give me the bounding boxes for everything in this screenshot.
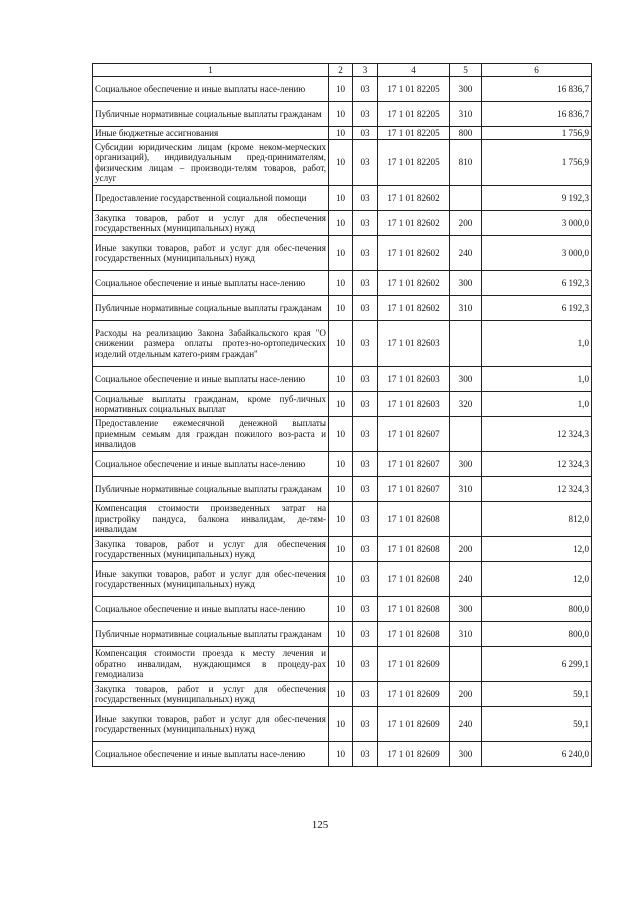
row-section-cell: 10 bbox=[329, 452, 353, 477]
row-amount-cell: 1,0 bbox=[482, 392, 592, 417]
row-amount-cell: 16 836,7 bbox=[482, 77, 592, 102]
row-expense-type-cell: 320 bbox=[450, 392, 482, 417]
row-name-cell: Социальное обеспечение и иные выплаты насе-лению bbox=[93, 77, 329, 102]
row-expense-type-cell: 240 bbox=[450, 707, 482, 742]
row-name-cell: Социальное обеспечение и иные выплаты насе-лению bbox=[93, 742, 329, 767]
row-amount-cell: 800,0 bbox=[482, 622, 592, 647]
column-header-section: 2 bbox=[329, 64, 353, 77]
row-section-cell: 10 bbox=[329, 211, 353, 236]
row-section-cell: 10 bbox=[329, 417, 353, 452]
row-name-cell: Иные закупки товаров, работ и услуг для обес-печения государственных (муниципальных) нужд bbox=[93, 562, 329, 597]
table-row bbox=[93, 102, 592, 127]
row-target-code-cell: 17 1 01 82607 bbox=[378, 452, 450, 477]
table-row bbox=[93, 236, 592, 271]
row-subsection-cell: 03 bbox=[353, 102, 378, 127]
row-section-cell: 10 bbox=[329, 682, 353, 707]
table-row bbox=[93, 682, 592, 707]
row-section-cell: 10 bbox=[329, 367, 353, 392]
row-name-cell: Расходы на реализацию Закона Забайкальского края "О снижении размера оплаты протез-но-ортопедических изделий отдельным катего-риям граждан" bbox=[93, 321, 329, 367]
table-row bbox=[93, 562, 592, 597]
row-amount-cell: 12,0 bbox=[482, 537, 592, 562]
row-expense-type-cell: 800 bbox=[450, 127, 482, 140]
table-header-row bbox=[93, 64, 592, 77]
row-subsection-cell: 03 bbox=[353, 502, 378, 537]
row-subsection-cell: 03 bbox=[353, 537, 378, 562]
row-expense-type-cell bbox=[450, 647, 482, 682]
row-target-code-cell: 17 1 01 82205 bbox=[378, 77, 450, 102]
row-subsection-cell: 03 bbox=[353, 452, 378, 477]
table-row bbox=[93, 367, 592, 392]
row-name-cell: Субсидии юридическим лицам (кроме неком-мерческих организаций), индивидуальным пред-принимателям, физическим лицам – производи-телям товаров, работ, услуг bbox=[93, 140, 329, 186]
table-row bbox=[93, 622, 592, 647]
row-name-cell: Предоставление ежемесячной денежной выплаты приемным семьям для граждан пожилого воз-раста и инвалидов bbox=[93, 417, 329, 452]
row-subsection-cell: 03 bbox=[353, 321, 378, 367]
budget-table bbox=[92, 63, 592, 767]
row-section-cell: 10 bbox=[329, 562, 353, 597]
row-subsection-cell: 03 bbox=[353, 140, 378, 186]
row-subsection-cell: 03 bbox=[353, 647, 378, 682]
row-section-cell: 10 bbox=[329, 742, 353, 767]
table-row bbox=[93, 647, 592, 682]
row-target-code-cell: 17 1 01 82608 bbox=[378, 597, 450, 622]
row-name-cell: Социальные выплаты гражданам, кроме пуб-личных нормативных социальных выплат bbox=[93, 392, 329, 417]
row-expense-type-cell bbox=[450, 502, 482, 537]
table-row bbox=[93, 140, 592, 186]
row-amount-cell: 1,0 bbox=[482, 321, 592, 367]
table-row bbox=[93, 707, 592, 742]
row-expense-type-cell: 200 bbox=[450, 682, 482, 707]
row-expense-type-cell: 810 bbox=[450, 140, 482, 186]
row-amount-cell: 12 324,3 bbox=[482, 477, 592, 502]
table-row bbox=[93, 77, 592, 102]
row-amount-cell: 3 000,0 bbox=[482, 236, 592, 271]
row-subsection-cell: 03 bbox=[353, 77, 378, 102]
row-section-cell: 10 bbox=[329, 502, 353, 537]
row-name-cell: Публичные нормативные социальные выплаты гражданам bbox=[93, 296, 329, 321]
row-target-code-cell: 17 1 01 82603 bbox=[378, 367, 450, 392]
row-target-code-cell: 17 1 01 82609 bbox=[378, 707, 450, 742]
table-row bbox=[93, 271, 592, 296]
row-amount-cell: 3 000,0 bbox=[482, 211, 592, 236]
table-row bbox=[93, 211, 592, 236]
row-name-cell: Закупка товаров, работ и услуг для обеспечения государственных (муниципальных) нужд bbox=[93, 537, 329, 562]
row-subsection-cell: 03 bbox=[353, 367, 378, 392]
row-expense-type-cell: 300 bbox=[450, 271, 482, 296]
table-row bbox=[93, 742, 592, 767]
row-amount-cell: 6 192,3 bbox=[482, 271, 592, 296]
row-target-code-cell: 17 1 01 82608 bbox=[378, 622, 450, 647]
row-section-cell: 10 bbox=[329, 537, 353, 562]
row-expense-type-cell bbox=[450, 186, 482, 211]
row-expense-type-cell: 240 bbox=[450, 236, 482, 271]
row-target-code-cell: 17 1 01 82602 bbox=[378, 296, 450, 321]
column-header-target-code: 4 bbox=[378, 64, 450, 77]
row-expense-type-cell: 310 bbox=[450, 296, 482, 321]
row-amount-cell: 59,1 bbox=[482, 707, 592, 742]
row-expense-type-cell bbox=[450, 417, 482, 452]
column-header-expense-type: 5 bbox=[450, 64, 482, 77]
row-expense-type-cell: 300 bbox=[450, 367, 482, 392]
table-row bbox=[93, 477, 592, 502]
row-section-cell: 10 bbox=[329, 127, 353, 140]
row-expense-type-cell: 240 bbox=[450, 562, 482, 597]
row-section-cell: 10 bbox=[329, 236, 353, 271]
row-subsection-cell: 03 bbox=[353, 682, 378, 707]
page-number: 125 bbox=[311, 819, 329, 831]
column-header-amount: 6 bbox=[482, 64, 592, 77]
row-subsection-cell: 03 bbox=[353, 186, 378, 211]
row-target-code-cell: 17 1 01 82609 bbox=[378, 682, 450, 707]
row-target-code-cell: 17 1 01 82602 bbox=[378, 186, 450, 211]
row-amount-cell: 1 756,9 bbox=[482, 127, 592, 140]
row-subsection-cell: 03 bbox=[353, 211, 378, 236]
table-row bbox=[93, 502, 592, 537]
row-name-cell: Компенсация стоимости произведенных затрат на пристройку пандуса, балкона инвалидам, де-тям-инвалидам bbox=[93, 502, 329, 537]
row-target-code-cell: 17 1 01 82608 bbox=[378, 537, 450, 562]
row-target-code-cell: 17 1 01 82205 bbox=[378, 140, 450, 186]
row-subsection-cell: 03 bbox=[353, 707, 378, 742]
row-expense-type-cell: 300 bbox=[450, 77, 482, 102]
row-name-cell: Социальное обеспечение и иные выплаты насе-лению bbox=[93, 452, 329, 477]
row-subsection-cell: 03 bbox=[353, 236, 378, 271]
row-name-cell: Компенсация стоимости проезда к месту лечения и обратно инвалидам, нуждающимся в процеду-рах гемодиализа bbox=[93, 647, 329, 682]
row-name-cell: Предоставление государственной социальной помощи bbox=[93, 186, 329, 211]
row-amount-cell: 12 324,3 bbox=[482, 452, 592, 477]
row-subsection-cell: 03 bbox=[353, 597, 378, 622]
row-subsection-cell: 03 bbox=[353, 477, 378, 502]
row-section-cell: 10 bbox=[329, 271, 353, 296]
table-row bbox=[93, 597, 592, 622]
row-target-code-cell: 17 1 01 82608 bbox=[378, 562, 450, 597]
table-row bbox=[93, 452, 592, 477]
row-expense-type-cell: 200 bbox=[450, 211, 482, 236]
row-expense-type-cell: 300 bbox=[450, 452, 482, 477]
table-row bbox=[93, 296, 592, 321]
row-target-code-cell: 17 1 01 82609 bbox=[378, 647, 450, 682]
row-target-code-cell: 17 1 01 82205 bbox=[378, 127, 450, 140]
row-section-cell: 10 bbox=[329, 77, 353, 102]
row-name-cell: Закупка товаров, работ и услуг для обеспечения государственных (муниципальных) нужд bbox=[93, 211, 329, 236]
row-target-code-cell: 17 1 01 82603 bbox=[378, 321, 450, 367]
row-amount-cell: 59,1 bbox=[482, 682, 592, 707]
row-section-cell: 10 bbox=[329, 186, 353, 211]
row-amount-cell: 9 192,3 bbox=[482, 186, 592, 211]
row-amount-cell: 6 299,1 bbox=[482, 647, 592, 682]
row-subsection-cell: 03 bbox=[353, 271, 378, 296]
row-subsection-cell: 03 bbox=[353, 562, 378, 597]
row-name-cell: Социальное обеспечение и иные выплаты насе-лению bbox=[93, 367, 329, 392]
row-target-code-cell: 17 1 01 82602 bbox=[378, 211, 450, 236]
table-row bbox=[93, 321, 592, 367]
row-amount-cell: 812,0 bbox=[482, 502, 592, 537]
row-amount-cell: 12,0 bbox=[482, 562, 592, 597]
row-name-cell: Социальное обеспечение и иные выплаты насе-лению bbox=[93, 271, 329, 296]
table-body bbox=[93, 77, 592, 767]
row-section-cell: 10 bbox=[329, 296, 353, 321]
row-expense-type-cell: 300 bbox=[450, 597, 482, 622]
row-amount-cell: 6 240,0 bbox=[482, 742, 592, 767]
row-target-code-cell: 17 1 01 82607 bbox=[378, 417, 450, 452]
row-amount-cell: 800,0 bbox=[482, 597, 592, 622]
column-header-subsection: 3 bbox=[353, 64, 378, 77]
row-target-code-cell: 17 1 01 82602 bbox=[378, 271, 450, 296]
row-target-code-cell: 17 1 01 82608 bbox=[378, 502, 450, 537]
row-name-cell: Публичные нормативные социальные выплаты гражданам bbox=[93, 477, 329, 502]
row-subsection-cell: 03 bbox=[353, 742, 378, 767]
row-subsection-cell: 03 bbox=[353, 296, 378, 321]
row-amount-cell: 1 756,9 bbox=[482, 140, 592, 186]
row-amount-cell: 1,0 bbox=[482, 367, 592, 392]
row-subsection-cell: 03 bbox=[353, 622, 378, 647]
row-subsection-cell: 03 bbox=[353, 417, 378, 452]
column-header-name: 1 bbox=[93, 64, 329, 77]
row-section-cell: 10 bbox=[329, 597, 353, 622]
row-expense-type-cell: 310 bbox=[450, 477, 482, 502]
row-target-code-cell: 17 1 01 82602 bbox=[378, 236, 450, 271]
table-row bbox=[93, 186, 592, 211]
row-section-cell: 10 bbox=[329, 622, 353, 647]
table-row bbox=[93, 417, 592, 452]
row-target-code-cell: 17 1 01 82603 bbox=[378, 392, 450, 417]
row-target-code-cell: 17 1 01 82607 bbox=[378, 477, 450, 502]
row-section-cell: 10 bbox=[329, 140, 353, 186]
row-amount-cell: 16 836,7 bbox=[482, 102, 592, 127]
row-section-cell: 10 bbox=[329, 321, 353, 367]
row-name-cell: Иные бюджетные ассигнования bbox=[93, 127, 329, 140]
row-amount-cell: 12 324,3 bbox=[482, 417, 592, 452]
row-subsection-cell: 03 bbox=[353, 127, 378, 140]
row-expense-type-cell: 310 bbox=[450, 102, 482, 127]
row-section-cell: 10 bbox=[329, 102, 353, 127]
table-row bbox=[93, 127, 592, 140]
row-subsection-cell: 03 bbox=[353, 392, 378, 417]
row-name-cell: Публичные нормативные социальные выплаты гражданам bbox=[93, 622, 329, 647]
row-section-cell: 10 bbox=[329, 392, 353, 417]
row-expense-type-cell bbox=[450, 321, 482, 367]
row-name-cell: Иные закупки товаров, работ и услуг для обес-печения государственных (муниципальных) нужд bbox=[93, 236, 329, 271]
row-name-cell: Публичные нормативные социальные выплаты гражданам bbox=[93, 102, 329, 127]
row-target-code-cell: 17 1 01 82205 bbox=[378, 102, 450, 127]
row-name-cell: Социальное обеспечение и иные выплаты насе-лению bbox=[93, 597, 329, 622]
row-expense-type-cell: 200 bbox=[450, 537, 482, 562]
table-row bbox=[93, 392, 592, 417]
row-target-code-cell: 17 1 01 82609 bbox=[378, 742, 450, 767]
row-amount-cell: 6 192,3 bbox=[482, 296, 592, 321]
table-row bbox=[93, 537, 592, 562]
row-name-cell: Иные закупки товаров, работ и услуг для обес-печения государственных (муниципальных) нужд bbox=[93, 707, 329, 742]
row-name-cell: Закупка товаров, работ и услуг для обеспечения государственных (муниципальных) нужд bbox=[93, 682, 329, 707]
row-section-cell: 10 bbox=[329, 477, 353, 502]
row-expense-type-cell: 310 bbox=[450, 622, 482, 647]
row-section-cell: 10 bbox=[329, 707, 353, 742]
row-section-cell: 10 bbox=[329, 647, 353, 682]
row-expense-type-cell: 300 bbox=[450, 742, 482, 767]
